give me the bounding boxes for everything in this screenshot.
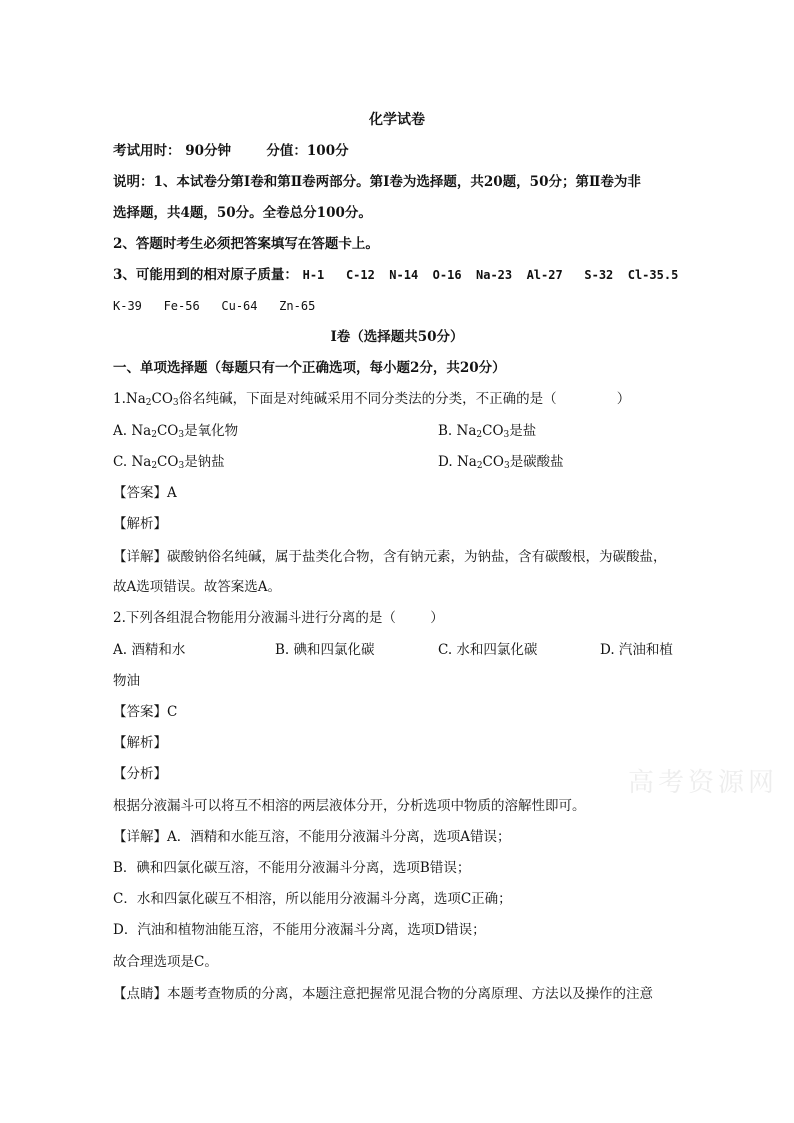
q1-option-c-text: 是钠盐 <box>184 454 225 470</box>
q1-option-c-sub2: 2 <box>151 461 158 471</box>
q1-option-b-sub2: 2 <box>476 430 483 440</box>
q1-option-a-label: A. <box>113 423 132 439</box>
q1-option-d-sub2: 2 <box>476 461 483 471</box>
q2-detail-d: D．汽油和植物油能互溶，不能用分液漏斗分离，选项D错误； <box>113 922 486 938</box>
q1-stem-co: CO <box>151 391 173 407</box>
q1-option-b-na: Na <box>456 423 477 439</box>
q2-answer: 【答案】C <box>113 704 178 720</box>
q1-option-c-na: Na <box>131 454 152 470</box>
q2-analysis-heading: 【解析】 <box>113 735 167 751</box>
q1-detail-line-1: 【详解】碳酸钠俗名纯碱，属于盐类化合物，含有钠元素，为钠盐，含有碳酸根，为碳酸盐， <box>113 549 667 565</box>
q2-option-a: A. 酒精和水 <box>113 642 186 658</box>
q1-option-b-sub3: 3 <box>503 430 510 440</box>
q1-option-d <box>438 452 564 476</box>
q1-option-a-sub2: 2 <box>151 430 157 440</box>
q2-fenxi-heading: 【分析】 <box>113 766 167 782</box>
q1-option-b-label: B. <box>438 423 457 439</box>
page-title: 化学试卷 <box>369 112 425 128</box>
q2-detail-c: C．水和四氯化碳互不相溶，所以能用分液漏斗分离，选项C正确； <box>113 891 512 907</box>
q2-dianjing: 【点睛】本题考查物质的分离，本题注意把握常见混合物的分离原理、方法以及操作的注意 <box>113 986 653 1002</box>
q1-sub-3: 3 <box>172 398 179 408</box>
q2-conclusion: 故合理选项是C。 <box>113 954 218 970</box>
note-2: 2、答题时考生必须把答案填写在答题卡上。 <box>113 236 379 252</box>
q1-option-d-label: D. <box>438 454 457 470</box>
q1-option-a-co: CO <box>156 423 179 439</box>
q1-stem-text: 俗名纯碱，下面是对纯碱采用不同分类法的分类，不正确的是（ ） <box>178 391 631 407</box>
watermark-text: 高考资源网 <box>628 768 779 798</box>
q1-option-a <box>113 421 238 445</box>
q1-stem <box>113 389 630 413</box>
q1-option-b <box>438 421 536 445</box>
q1-sub-2: 2 <box>145 398 152 408</box>
q1-option-a-text: 是氧化物 <box>184 423 239 439</box>
q2-option-c: C. 水和四氯化碳 <box>438 642 538 658</box>
q1-option-c <box>113 452 225 476</box>
q1-answer: 【答案】A <box>113 485 177 501</box>
q1-option-d-co: CO <box>482 454 504 470</box>
exam-time: 考试用时： 90分钟 <box>113 143 231 159</box>
q1-option-a-na: Na <box>131 423 152 439</box>
q1-option-c-sub3: 3 <box>178 461 185 471</box>
q1-option-d-na: Na <box>456 454 477 470</box>
note-1-line-1: 说明：1、本试卷分第Ⅰ卷和第Ⅱ卷两部分。第Ⅰ卷为选择题，共20题，50分；第Ⅱ卷为非 <box>113 174 641 190</box>
q1-option-a-sub3: 3 <box>178 430 185 440</box>
q2-option-d-cont: 物油 <box>113 673 140 689</box>
atomic-masses-1: H-1 C-12 N-14 O-16 Na-23 Al-27 S-32 Cl-35.5 <box>302 268 679 282</box>
q1-option-d-text: 是碳酸盐 <box>509 454 564 470</box>
atomic-masses-2: K-39 Fe-56 Cu-64 Zn-65 <box>113 299 316 313</box>
q2-option-d: D. 汽油和植 <box>600 642 673 658</box>
q1-option-b-text: 是盐 <box>509 423 537 439</box>
q1-option-c-label: C. <box>113 454 132 470</box>
exam-info <box>113 141 349 161</box>
q1-stem-na: 1.Na <box>113 391 146 407</box>
section-title: I卷（选择题共50分） <box>330 329 464 345</box>
part-title: 一、单项选择题（每题只有一个正确选项，每小题2分，共20分） <box>113 360 506 376</box>
q1-option-c-co: CO <box>157 454 179 470</box>
note-3-line-1 <box>113 265 678 285</box>
note-3-label: 3、可能用到的相对原子质量： <box>113 267 298 283</box>
q1-analysis-heading: 【解析】 <box>113 516 167 532</box>
q1-detail-line-2: 故A选项错误。故答案选A。 <box>113 579 281 595</box>
q1-option-d-sub3: 3 <box>503 461 510 471</box>
q2-detail-b: B．碘和四氯化碳互溶，不能用分液漏斗分离，选项B错误； <box>113 860 471 876</box>
q2-detail-a: 【详解】A．酒精和水能互溶，不能用分液漏斗分离，选项A错误； <box>113 829 511 845</box>
q2-option-b: B. 碘和四氯化碳 <box>275 642 375 658</box>
q1-option-b-co: CO <box>482 423 504 439</box>
note-1-line-2: 选择题，共4题，50分。全卷总分100分。 <box>113 205 372 221</box>
exam-score: 分值：100分 <box>266 143 349 159</box>
q2-fenxi-text: 根据分液漏斗可以将互不相溶的两层液体分开，分析选项中物质的溶解性即可。 <box>113 798 586 814</box>
q2-stem: 2.下列各组混合物能用分液漏斗进行分离的是（ ） <box>113 610 444 626</box>
